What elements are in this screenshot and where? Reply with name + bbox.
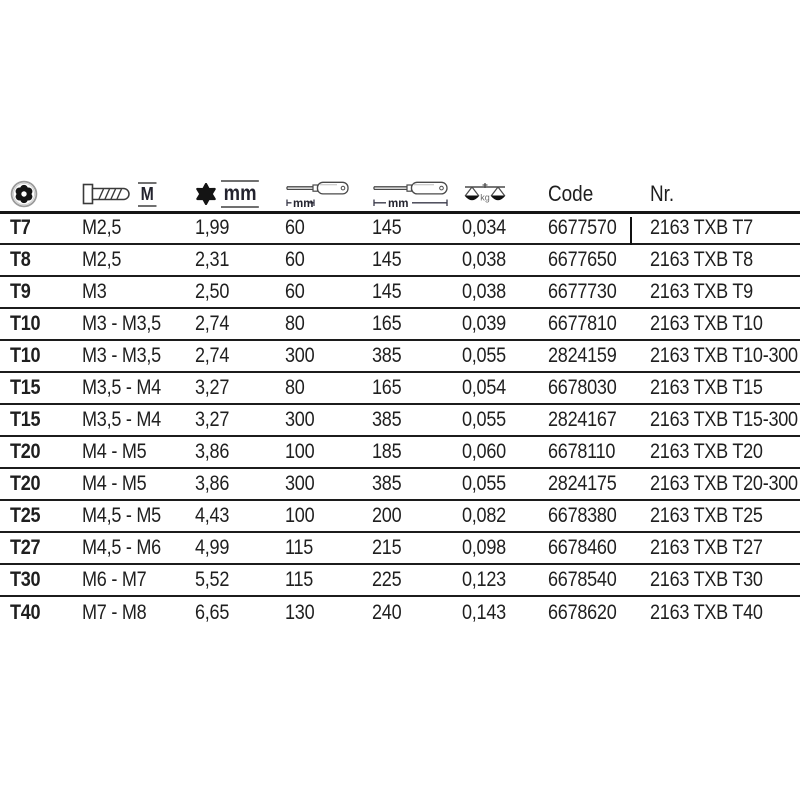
- table-header: [0, 178, 800, 212]
- cell-tip-diameter: 4,43: [195, 504, 230, 527]
- cell-weight: 0,038: [462, 248, 506, 271]
- screw-unit-label: M: [138, 182, 156, 207]
- cell-blade-length: 60: [285, 248, 305, 271]
- cell-screw-thread-range: M7 - M8: [82, 600, 147, 624]
- table-row: [0, 436, 800, 468]
- table-row: [0, 404, 800, 436]
- cell-total-length: 165: [372, 376, 402, 399]
- cell-screw-thread-range: M3: [82, 280, 107, 303]
- cell-code: 2824175: [548, 472, 617, 495]
- cell-torx-size: T40: [10, 600, 41, 624]
- cell-screw-thread-range: M4,5 - M6: [82, 536, 161, 559]
- header-weight: [452, 178, 538, 212]
- cell-tip-diameter: 2,74: [195, 344, 230, 367]
- table-row: [0, 468, 800, 500]
- header-total-length: [362, 178, 452, 212]
- cell-tip-diameter: 3,27: [195, 376, 230, 399]
- cell-nr: 2163 TXB T25: [650, 504, 763, 527]
- cell-torx-size: T20: [10, 472, 41, 495]
- cell-total-length: 385: [372, 408, 402, 431]
- cell-blade-length: 80: [285, 312, 305, 335]
- header-tip-diameter: [185, 178, 275, 212]
- cell-code: 6677570: [548, 216, 617, 240]
- cell-screw-thread-range: M3 - M3,5: [82, 344, 161, 367]
- cell-blade-length: 300: [285, 344, 315, 367]
- cell-total-length: 185: [372, 440, 402, 463]
- header-row: [0, 178, 800, 212]
- cell-torx-size: T15: [10, 376, 41, 399]
- cell-tip-diameter: 6,65: [195, 600, 230, 624]
- cell-code: 6678540: [548, 568, 617, 591]
- cell-tip-diameter: 2,74: [195, 312, 230, 335]
- cell-code: 6678380: [548, 504, 617, 527]
- cell-blade-length: 115: [285, 536, 314, 559]
- cell-total-length: 240: [372, 600, 402, 624]
- cell-code: 6677810: [548, 312, 617, 335]
- table-row: [0, 596, 800, 628]
- table-row: [0, 244, 800, 276]
- cell-tip-diameter: 3,86: [195, 472, 230, 495]
- cell-nr: 2163 TXB T10: [650, 312, 763, 335]
- cell-weight: 0,039: [462, 312, 506, 335]
- cell-torx-size: T15: [10, 408, 41, 431]
- cell-torx-size: T10: [10, 344, 41, 367]
- cell-tip-diameter: 2,31: [195, 248, 230, 271]
- cell-weight: 0,123: [462, 568, 506, 591]
- cell-screw-thread-range: M3,5 - M4: [82, 408, 161, 431]
- cell-blade-length: 300: [285, 472, 315, 495]
- text-cursor: [630, 217, 632, 245]
- cell-blade-length: 100: [285, 440, 315, 463]
- cell-blade-length: 60: [285, 216, 305, 240]
- cell-tip-diameter: 5,52: [195, 568, 230, 591]
- cell-code: 6677730: [548, 280, 617, 303]
- header-screw-thread: [72, 178, 185, 212]
- cell-blade-length: 130: [285, 600, 315, 624]
- header-code: [538, 178, 640, 212]
- table-row: [0, 340, 800, 372]
- cell-weight: 0,055: [462, 472, 506, 495]
- cell-tip-diameter: 3,27: [195, 408, 230, 431]
- cell-torx-size: T7: [10, 216, 31, 240]
- table-row: [0, 500, 800, 532]
- scale-icon: [462, 181, 538, 208]
- table-row: [0, 564, 800, 596]
- cell-total-length: 145: [372, 280, 402, 303]
- cell-weight: 0,055: [462, 344, 506, 367]
- screwdriver-blade-length-icon: [285, 178, 362, 210]
- cell-screw-thread-range: M3,5 - M4: [82, 376, 161, 399]
- cell-screw-thread-range: M2,5: [82, 248, 122, 271]
- cell-nr: 2163 TXB T20: [650, 440, 763, 463]
- cell-screw-thread-range: M2,5: [82, 216, 122, 240]
- cell-blade-length: 300: [285, 408, 315, 431]
- cell-torx-size: T20: [10, 440, 41, 463]
- cell-torx-size: T30: [10, 568, 41, 591]
- cell-code: 6678620: [548, 600, 617, 624]
- cell-tip-diameter: 4,99: [195, 536, 230, 559]
- cell-blade-length: 100: [285, 504, 315, 527]
- header-blade-length: [275, 178, 362, 212]
- cell-nr: 2163 TXB T20-300: [650, 472, 798, 495]
- torx-star-icon: [195, 183, 217, 205]
- cell-weight: 0,098: [462, 536, 506, 559]
- cell-tip-diameter: 2,50: [195, 280, 230, 303]
- table-body: [0, 212, 800, 628]
- cell-nr: 2163 TXB T9: [650, 280, 753, 303]
- cell-weight: 0,055: [462, 408, 506, 431]
- screwdriver-total-length-icon: [372, 178, 452, 210]
- cell-torx-size: T27: [10, 536, 41, 559]
- cell-blade-length: 80: [285, 376, 305, 399]
- cell-torx-size: T25: [10, 504, 41, 527]
- header-nr: [640, 178, 800, 212]
- spec-table: [0, 178, 800, 628]
- cell-nr: 2163 TXB T8: [650, 248, 753, 271]
- cell-nr: 2163 TXB T15-300: [650, 408, 798, 431]
- cell-code: 2824167: [548, 408, 617, 431]
- cell-code: 6678030: [548, 376, 617, 399]
- cell-total-length: 225: [372, 568, 402, 591]
- cell-code: 2824159: [548, 344, 617, 367]
- code-header-label: Code: [548, 181, 594, 207]
- cell-screw-thread-range: M4 - M5: [82, 440, 147, 463]
- cell-nr: 2163 TXB T15: [650, 376, 763, 399]
- cell-torx-size: T10: [10, 312, 41, 335]
- table-row: [0, 372, 800, 404]
- cell-code: 6678110: [548, 440, 616, 463]
- cell-nr: 2163 TXB T7: [650, 216, 753, 240]
- header-torx-size: [0, 178, 72, 212]
- cell-code: 6677650: [548, 248, 617, 271]
- nr-header-label: Nr.: [650, 181, 675, 207]
- cell-total-length: 145: [372, 216, 402, 240]
- cell-screw-thread-range: M4,5 - M5: [82, 504, 161, 527]
- cell-screw-thread-range: M3 - M3,5: [82, 312, 161, 335]
- cell-screw-thread-range: M6 - M7: [82, 568, 147, 591]
- table-row: [0, 532, 800, 564]
- table-row: [0, 276, 800, 308]
- table-row: [0, 308, 800, 340]
- cell-weight: 0,082: [462, 504, 506, 527]
- cell-code: 6678460: [548, 536, 617, 559]
- cell-torx-size: T8: [10, 248, 31, 271]
- cell-blade-length: 60: [285, 280, 305, 303]
- cell-weight: 0,054: [462, 376, 506, 399]
- blade-unit-label: mm: [293, 198, 314, 211]
- cell-total-length: 145: [372, 248, 402, 271]
- torx-bit-icon: [10, 180, 38, 208]
- cell-weight: 0,143: [462, 600, 506, 624]
- cell-nr: 2163 TXB T40: [650, 600, 763, 624]
- cell-total-length: 385: [372, 472, 402, 495]
- cell-tip-diameter: 1,99: [195, 216, 230, 240]
- cell-weight: 0,038: [462, 280, 506, 303]
- cell-tip-diameter: 3,86: [195, 440, 230, 463]
- cell-total-length: 215: [372, 536, 402, 559]
- cell-screw-thread-range: M4 - M5: [82, 472, 147, 495]
- cell-nr: 2163 TXB T10-300: [650, 344, 798, 367]
- cell-blade-length: 115: [285, 568, 314, 591]
- cell-torx-size: T9: [10, 280, 31, 303]
- weight-unit-label: kg: [480, 192, 490, 203]
- cell-nr: 2163 TXB T27: [650, 536, 763, 559]
- diameter-unit-label: mm: [221, 180, 259, 208]
- table-row: [0, 212, 800, 244]
- cell-weight: 0,060: [462, 440, 506, 463]
- cell-nr: 2163 TXB T30: [650, 568, 763, 591]
- cell-weight: 0,034: [462, 216, 506, 240]
- cell-total-length: 385: [372, 344, 402, 367]
- cell-total-length: 200: [372, 504, 402, 527]
- screw-icon: [82, 183, 134, 205]
- total-unit-label: mm: [388, 198, 409, 211]
- cell-total-length: 165: [372, 312, 402, 335]
